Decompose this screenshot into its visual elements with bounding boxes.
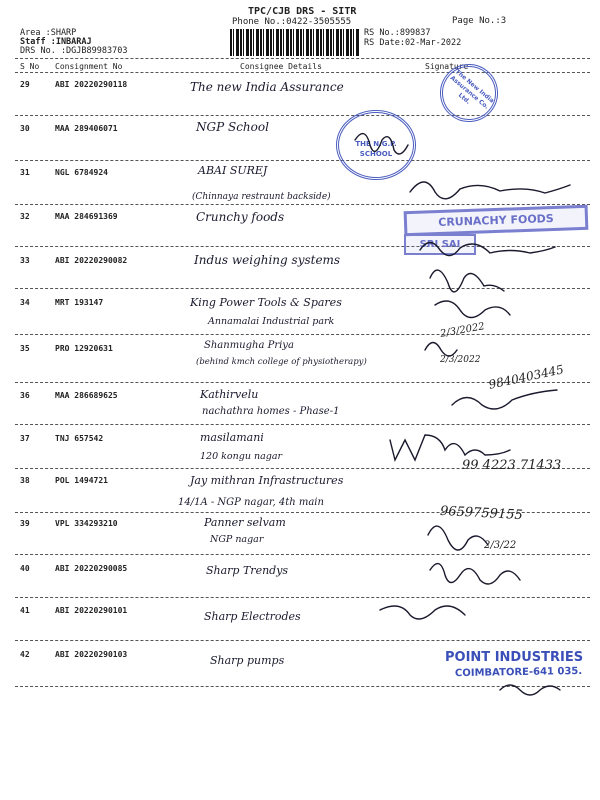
row-sno: 38 [20,476,30,485]
signature-mark [390,435,510,460]
row-consignment: TNJ 657542 [55,434,104,443]
row-consignee-address: NGP nagar [210,534,264,545]
col-header-consignment: Consignment No [55,62,123,71]
row-consignment: MRT 193147 [55,298,104,307]
row-consignment: ABI 20220290085 [55,564,128,573]
sheet-title: TPC/CJB DRS - SITR [248,6,357,17]
row-sno: 31 [20,168,30,177]
row-consignee: King Power Tools & Spares [190,296,342,309]
row-sno: 30 [20,124,30,133]
rs-date: RS Date:02-Mar-2022 [364,38,462,48]
row-consignee: Kathirvelu [200,388,259,401]
row-sno: 34 [20,298,30,307]
row-consignee-address: 120 kongu nagar [200,451,283,462]
row-consignment: VPL 334293210 [55,519,118,528]
insurance-seal: The New India Assurance Co. Ltd. [428,52,510,134]
signature-mark [380,606,465,619]
row-consignee: Sharp pumps [210,654,285,667]
row-consignee: Indus weighing systems [194,253,341,267]
signature-mark [425,343,457,357]
row-consignee-address: (Chinnaya restraunt backside) [192,192,331,202]
phone-number: Phone No.:0422-3505555 [232,17,352,27]
col-header-sno: S No [20,62,40,71]
handwritten-phone: 99 4223 71433 [462,458,562,473]
drs-number: DRS No. :DGJB89983703 [20,46,128,56]
row-consignee-address: Annamalai Industrial park [208,316,335,327]
row-consignee: Jay mithran Infrastructures [190,474,344,487]
row-consignment: NGL 6784924 [55,168,108,177]
row-sno: 42 [20,650,30,659]
signature-mark [420,243,555,256]
row-sno: 32 [20,212,30,221]
row-consignment: MAA 289406071 [55,124,118,133]
signature-mark [435,301,510,318]
crunchy-stamp-line2: SRI SAI [404,234,476,255]
school-seal: THE N.G.P. SCHOOL [336,110,416,180]
rs-number: RS No.:899837 [364,28,431,38]
col-header-consignee: Consignee Details [240,62,322,71]
row-sno: 39 [20,519,30,528]
row-consignee: Sharp Trendys [206,564,289,577]
area: Area :SHARP [20,28,77,38]
handwritten-phone: 9659759155 [439,503,524,524]
signature-mark [430,564,520,584]
row-consignee: Panner selvam [204,516,286,529]
col-header-signature: Signature [425,62,469,71]
row-consignment: ABI 20220290082 [55,256,128,265]
signature-mark [428,526,488,550]
page-number: Page No.:3 [452,16,507,26]
point-industries-city: COIMBATORE-641 035. [454,665,583,680]
row-consignment: ABI 20220290118 [55,80,128,89]
row-consignee-address: 14/1A - NGP nagar, 4th main [178,497,324,508]
signature-mark [410,182,570,199]
row-consignee: ABAI SUREJ [198,164,268,177]
row-consignment: MAA 284691369 [55,212,118,221]
signature-date: 2/3/2022 [440,355,481,365]
row-sno: 29 [20,80,30,89]
row-consignment: MAA 286689625 [55,391,118,400]
point-industries-stamp: POINT INDUSTRIES [445,650,584,665]
row-consignee: masilamani [200,431,264,444]
row-consignee: Sharp Electrodes [204,610,301,623]
row-consignee-address: (behind kmch college of physiotherapy) [196,357,367,367]
row-consignment: POL 1494721 [55,476,108,485]
crunchy-stamp-line1: CRUNACHY FOODS [404,205,589,236]
row-sno: 35 [20,344,30,353]
signature-mark [500,685,560,695]
row-consignee-address: nachathra homes - Phase-1 [202,406,340,417]
row-sno: 37 [20,434,30,443]
row-consignee: Shanmugha Priya [204,340,294,351]
row-consignment: ABI 20220290103 [55,650,128,659]
row-consignment: PRO 12920631 [55,344,113,353]
signature-mark [430,270,504,292]
row-sno: 40 [20,564,30,573]
staff: Staff :INBARAJ [20,37,92,47]
row-consignee: The new India Assurance [190,80,344,94]
row-consignee: Crunchy foods [196,210,285,224]
row-sno: 33 [20,256,30,265]
row-sno: 36 [20,391,30,400]
signature-mark [355,134,408,154]
signature-mark [452,390,557,409]
row-consignee: NGP School [196,120,269,134]
signature-date: 2/3/22 [484,540,517,551]
row-consignment: ABI 20220290101 [55,606,128,615]
handwritten-phone: 9840403445 [487,362,565,392]
row-sno: 41 [20,606,30,615]
signature-date: 2/3/2022 [439,321,486,340]
